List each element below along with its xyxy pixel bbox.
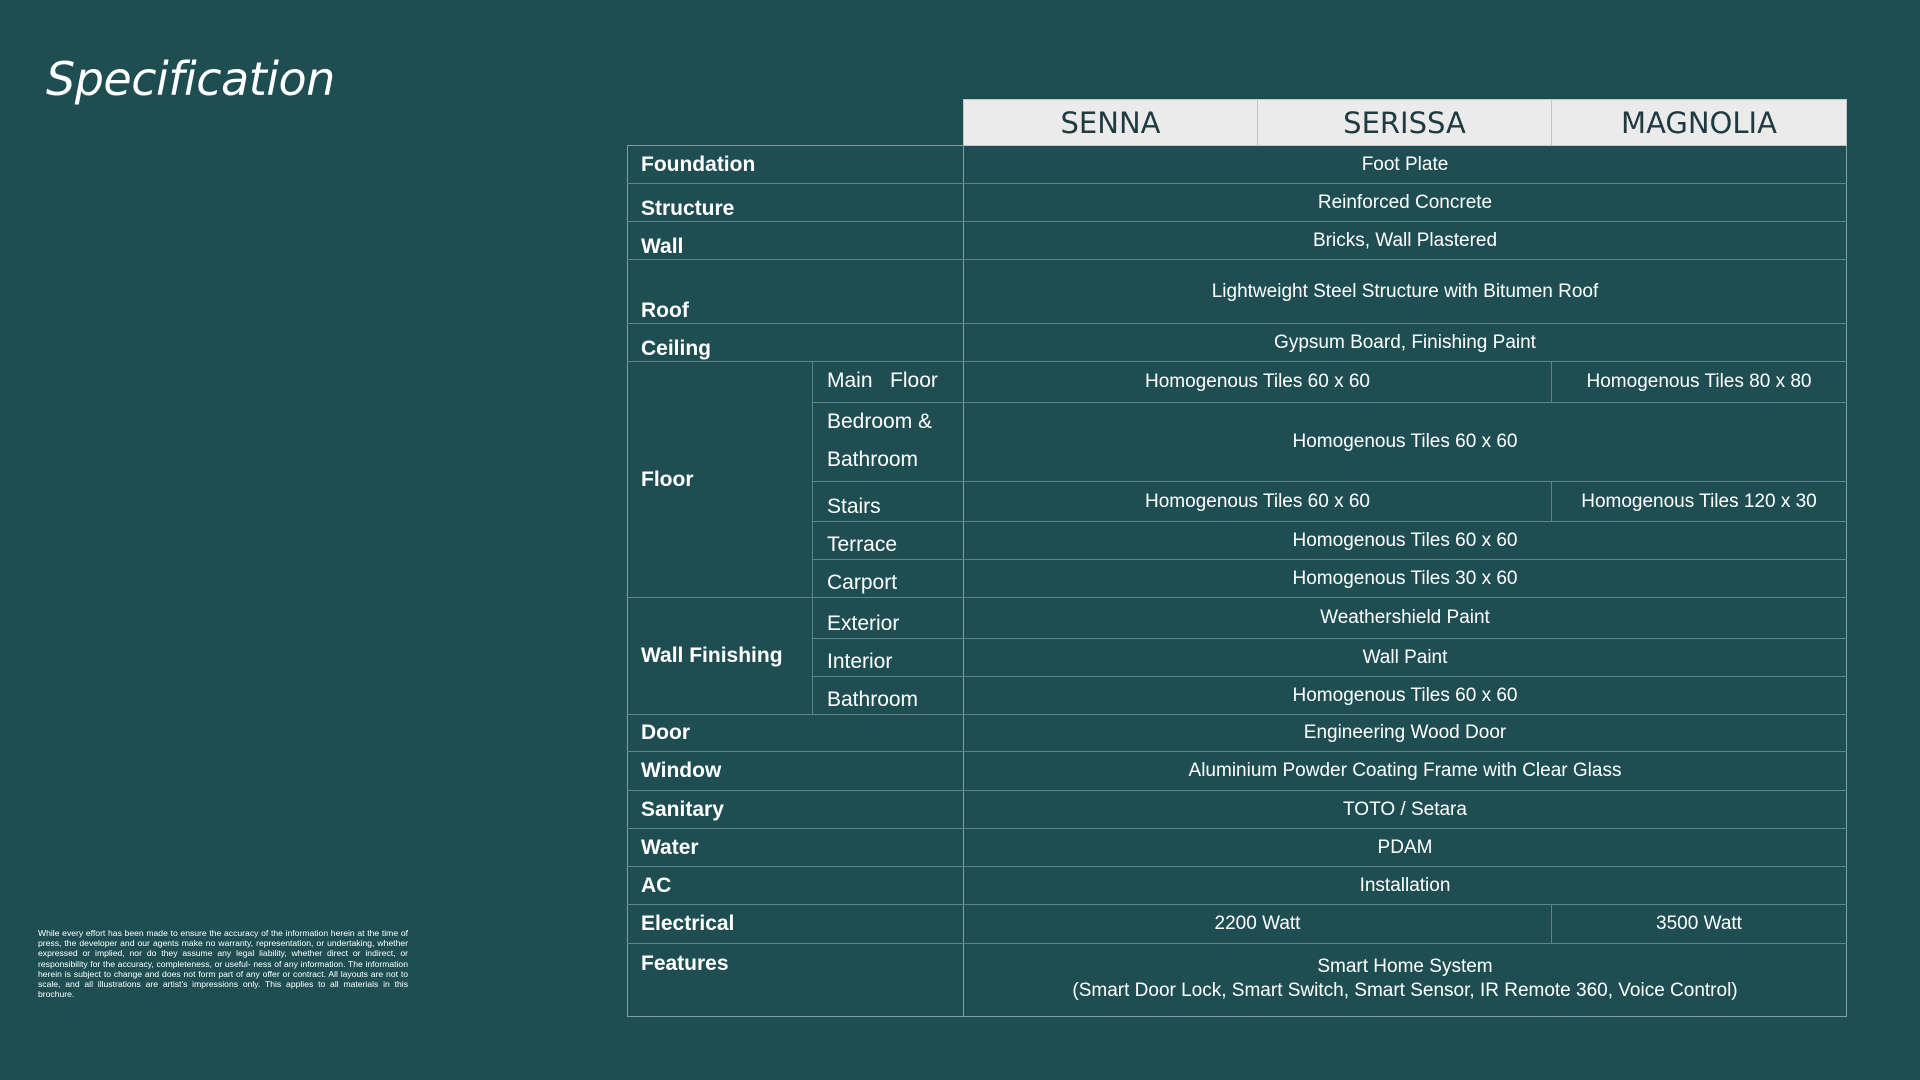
- row-label-wall-finishing: Wall Finishing: [628, 598, 813, 715]
- table-row-ceiling: [628, 324, 1847, 362]
- row-value-sanitary: TOTO / Setara: [964, 791, 1847, 829]
- row-value-features: [964, 944, 1847, 1017]
- sub-label-bedroom-bathroom: [813, 403, 964, 482]
- table-row-door: [628, 715, 1847, 752]
- specification-table: [627, 99, 1847, 1017]
- sub-label-bedroom: Bedroom &: [827, 410, 933, 433]
- row-label-wall: Wall: [628, 222, 964, 260]
- table-row-structure: [628, 184, 1847, 222]
- page-title: Specification: [46, 52, 335, 106]
- value-bedroom-bathroom: Homogenous Tiles 60 x 60: [964, 403, 1847, 482]
- row-label-ac: AC: [628, 867, 964, 905]
- value-interior: Wall Paint: [964, 639, 1847, 677]
- features-line-1: Smart Home System: [1317, 956, 1493, 977]
- model-header-row: [628, 100, 1847, 146]
- row-value-ceiling: Gypsum Board, Finishing Paint: [964, 324, 1847, 362]
- features-line-2: (Smart Door Lock, Smart Switch, Smart Sensor, IR Remote 360, Voice Control): [1072, 980, 1738, 1001]
- row-value-water: PDAM: [964, 829, 1847, 867]
- row-label-floor: Floor: [628, 362, 813, 598]
- sub-label-bathroom: Bathroom: [813, 677, 964, 715]
- table-row-features: [628, 944, 1847, 1017]
- sub-label-terrace: Terrace: [813, 522, 964, 560]
- row-label-window: Window: [628, 752, 964, 791]
- row-label-ceiling: Ceiling: [628, 324, 964, 362]
- value-exterior: Weathershield Paint: [964, 598, 1847, 639]
- table-row-electrical: [628, 905, 1847, 944]
- value-main-floor-magnolia: Homogenous Tiles 80 x 80: [1552, 362, 1847, 403]
- model-header-senna: SENNA: [964, 100, 1258, 146]
- table-row-sanitary: [628, 791, 1847, 829]
- sub-label-interior: Interior: [813, 639, 964, 677]
- row-value-structure: Reinforced Concrete: [964, 184, 1847, 222]
- row-value-foundation: Foot Plate: [964, 146, 1847, 184]
- value-carport: Homogenous Tiles 30 x 60: [964, 560, 1847, 598]
- table-row-foundation: [628, 146, 1847, 184]
- sub-label-carport: Carport: [813, 560, 964, 598]
- row-value-ac: Installation: [964, 867, 1847, 905]
- row-label-structure: Structure: [628, 184, 964, 222]
- row-label-water: Water: [628, 829, 964, 867]
- table-row-water: [628, 829, 1847, 867]
- table-row-window: [628, 752, 1847, 791]
- value-terrace: Homogenous Tiles 60 x 60: [964, 522, 1847, 560]
- row-label-features: Features: [628, 944, 964, 1017]
- model-header-serissa: SERISSA: [1258, 100, 1552, 146]
- table-row-floor-main: [628, 362, 1847, 403]
- table-row-ac: [628, 867, 1847, 905]
- row-value-door: Engineering Wood Door: [964, 715, 1847, 752]
- row-value-window: Aluminium Powder Coating Frame with Clear Glass: [964, 752, 1847, 791]
- row-label-roof: Roof: [628, 260, 964, 324]
- row-label-foundation: Foundation: [628, 146, 964, 184]
- value-stairs-senna-serissa: Homogenous Tiles 60 x 60: [964, 482, 1552, 522]
- value-stairs-magnolia: Homogenous Tiles 120 x 30: [1552, 482, 1847, 522]
- table-row-roof: [628, 260, 1847, 324]
- table-row-wall: [628, 222, 1847, 260]
- value-electrical-senna-serissa: 2200 Watt: [964, 905, 1552, 944]
- row-label-sanitary: Sanitary: [628, 791, 964, 829]
- header-corner: [628, 100, 964, 146]
- sub-label-stairs: Stairs: [813, 482, 964, 522]
- value-main-floor-senna-serissa: Homogenous Tiles 60 x 60: [964, 362, 1552, 403]
- row-label-door: Door: [628, 715, 964, 752]
- row-value-roof: Lightweight Steel Structure with Bitumen Roof: [964, 260, 1847, 324]
- value-electrical-magnolia: 3500 Watt: [1552, 905, 1847, 944]
- sub-label-bathroom-floor: Bathroom: [827, 448, 919, 471]
- row-label-electrical: Electrical: [628, 905, 964, 944]
- row-value-wall: Bricks, Wall Plastered: [964, 222, 1847, 260]
- sub-label-exterior: Exterior: [813, 598, 964, 639]
- table-row-wall-finishing-exterior: [628, 598, 1847, 639]
- sub-label-main-floor: Main Floor: [813, 362, 964, 403]
- disclaimer-text: While every effort has been made to ensure the accuracy of the information herein at the time of press, the developer and our agents make no warranty, representation, or undertaking, whether expressed or implied, nor do they assume any legal liability, whether direct or indirect, or responsibility for the accuracy, completeness, or useful- ness of any information. The information herein is subject to change and does not form part of any offer or contract. All layouts are not to scale, and all illustrations are artist's impressions only. This applies to all materials in this brochure.: [38, 928, 408, 1000]
- value-wall-bathroom: Homogenous Tiles 60 x 60: [964, 677, 1847, 715]
- model-header-magnolia: MAGNOLIA: [1552, 100, 1847, 146]
